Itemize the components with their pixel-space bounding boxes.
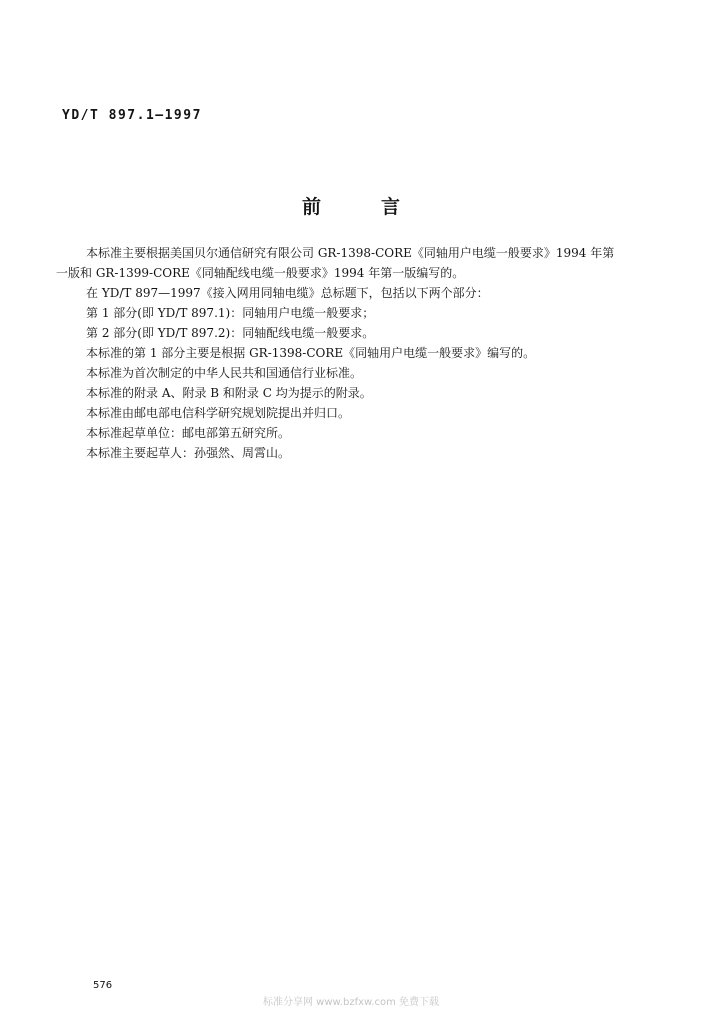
paragraph-4: 第 2 部分(即 YD/T 897.2)：同轴配线电缆一般要求。 bbox=[86, 326, 375, 340]
page-title: 前言 bbox=[301, 196, 460, 218]
paragraph-2: 在 YD/T 897—1997《接入网用同轴电缆》总标题下，包括以下两个部分： bbox=[86, 286, 489, 300]
paragraph-1: 本标准主要根据美国贝尔通信研究有限公司 GR-1398-CORE《同轴用户电缆一般要求》1994 年第 bbox=[86, 246, 615, 260]
paragraph-1-continued: 一版和 GR-1399-CORE《同轴配线电缆一般要求》1994 年第一版编写的。 bbox=[56, 266, 465, 280]
paragraph-7: 本标准的附录 A、附录 B 和附录 C 均为提示的附录。 bbox=[86, 386, 372, 400]
document-code: YD/T 897.1—1997 bbox=[62, 108, 202, 123]
document-body bbox=[56, 243, 645, 463]
paragraph-8: 本标准由邮电部电信科学研究规划院提出并归口。 bbox=[86, 406, 351, 420]
page-number: 576 bbox=[93, 980, 113, 991]
paragraph-3: 第 1 部分(即 YD/T 897.1)：同轴用户电缆一般要求； bbox=[86, 306, 375, 320]
paragraph-10: 本标准主要起草人：孙强然、周霄山。 bbox=[86, 446, 291, 460]
paragraph-5: 本标准的第 1 部分主要是根据 GR-1398-CORE《同轴用户电缆一般要求》编写的。 bbox=[86, 346, 536, 360]
watermark-text: 标准分享网 www.bzfxw.com 免费下载 bbox=[263, 997, 439, 1008]
paragraph-6: 本标准为首次制定的中华人民共和国通信行业标准。 bbox=[86, 366, 363, 380]
paragraph-9: 本标准起草单位：邮电部第五研究所。 bbox=[86, 426, 291, 440]
